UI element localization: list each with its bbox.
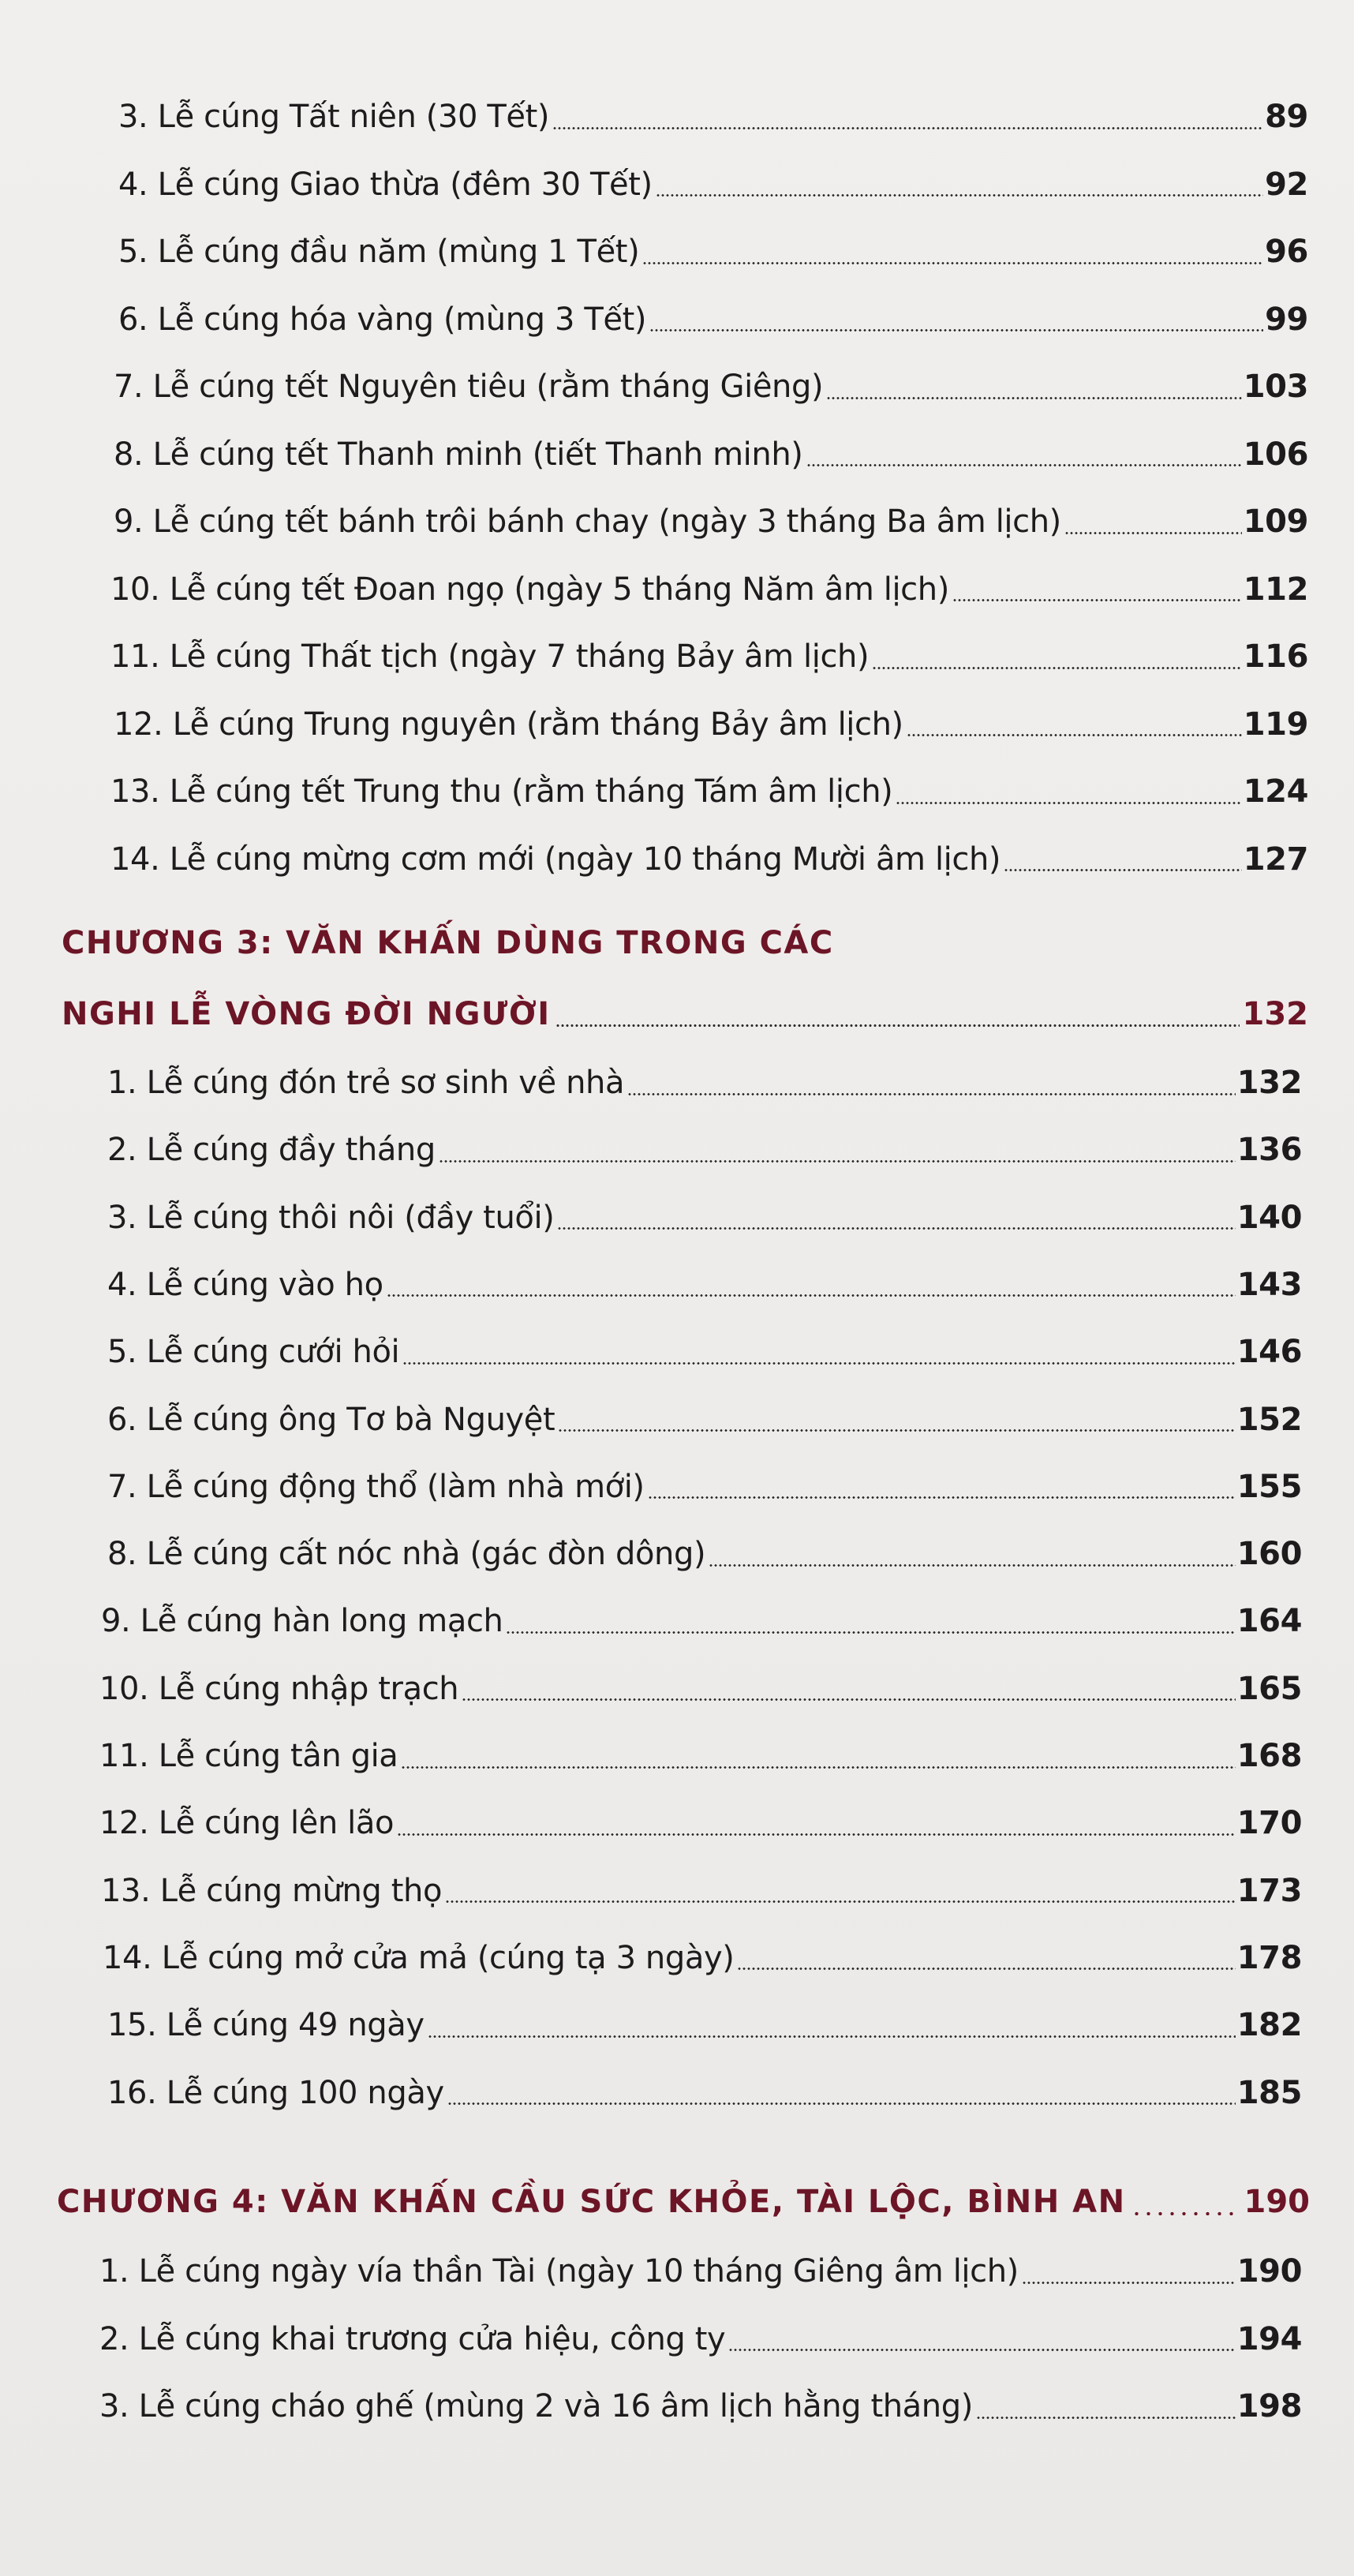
dot-leader (462, 1698, 1235, 1702)
toc-entry-page-number: 136 (1236, 1132, 1302, 1169)
toc-entry-page-number: 182 (1236, 2007, 1302, 2044)
toc-entry-page-number: 178 (1236, 1939, 1302, 1976)
dot-leader (428, 2035, 1236, 2039)
dot-leader (709, 1563, 1235, 1567)
toc-entry-label: 7. Lễ cúng tết Nguyên tiêu (rằm tháng Giêng) (114, 369, 824, 405)
toc-entry-label: 8. Lễ cúng tết Thanh minh (tiết Thanh minh) (114, 436, 803, 473)
toc-entry-page-number: 103 (1243, 369, 1308, 405)
dot-leader (952, 598, 1242, 602)
toc-entry-ch3-1 (107, 1059, 1302, 1106)
toc-entry-page-number: 140 (1236, 1199, 1302, 1236)
toc-entry-label: 12. Lễ cúng Trung nguyên (rằm tháng Bảy âm lịch) (114, 706, 903, 743)
toc-entry-page-number: 96 (1265, 234, 1308, 270)
toc-entry-label: 6. Lễ cúng ông Tơ bà Nguyệt (107, 1401, 555, 1438)
toc-entry-top-6 (114, 431, 1308, 478)
toc-entry-page-number: 146 (1236, 1334, 1302, 1371)
toc-entry-label: 11. Lễ cúng Thất tịch (ngày 7 tháng Bảy âm lịch) (110, 638, 870, 675)
dot-leader (397, 1833, 1236, 1837)
toc-entry-label: 13. Lễ cúng tết Trung thu (rằm tháng Tám âm lịch) (110, 773, 893, 810)
dot-leader (402, 1361, 1235, 1365)
toc-entry-page-number: 198 (1236, 2388, 1302, 2424)
toc-entry-page-number: 190 (1236, 2253, 1302, 2290)
dot-leader (648, 1496, 1236, 1500)
toc-entry-label: 14. Lễ cúng mở cửa mả (cúng tạ 3 ngày) (103, 1939, 735, 1976)
toc-entry-top-2 (118, 161, 1308, 208)
toc-entry-label: 5. Lễ cúng cưới hỏi (107, 1334, 400, 1371)
toc-entry-top-1 (118, 93, 1308, 140)
toc-entry-top-10 (114, 701, 1308, 748)
dot-leader (826, 396, 1242, 400)
toc-entry-ch4-3 (99, 2383, 1302, 2430)
toc-entry-page-number: 143 (1236, 1266, 1302, 1303)
toc-entry-ch4-1 (99, 2248, 1302, 2295)
toc-entry-label: 9. Lễ cúng hàn long mạch (101, 1603, 503, 1640)
toc-entry-label: 9. Lễ cúng tết bánh trôi bánh chay (ngày 3 tháng Ba âm lịch) (114, 504, 1061, 540)
toc-entry-top-4 (118, 296, 1308, 343)
toc-entry-ch3-14 (103, 1934, 1302, 1982)
toc-entry-ch3-2 (107, 1126, 1302, 1174)
dot-leader (976, 2416, 1236, 2420)
toc-entry-label: 16. Lễ cúng 100 ngày (107, 2074, 444, 2111)
dot-leader (1064, 531, 1242, 535)
toc-entry-label: 4. Lễ cúng Giao thừa (đêm 30 Tết) (118, 166, 653, 203)
toc-entry-label: 2. Lễ cúng khai trương cửa hiệu, công ty (99, 2320, 726, 2357)
dot-leader (649, 328, 1263, 332)
dot-leader (1131, 2211, 1241, 2215)
dot-leader (447, 2102, 1236, 2106)
toc-entry-page-number: 106 (1243, 436, 1308, 473)
toc-entry-ch3-9 (101, 1597, 1302, 1645)
toc-entry-ch4-2 (99, 2316, 1302, 2363)
dot-leader (401, 1765, 1235, 1769)
toc-entry-ch3-5 (107, 1328, 1302, 1376)
toc-entry-ch3-10 (99, 1665, 1302, 1713)
toc-entry-top-12 (110, 836, 1308, 883)
dot-leader (387, 1294, 1236, 1297)
toc-entry-page-number: 194 (1236, 2320, 1302, 2357)
toc-entry-page-number: 160 (1236, 1536, 1302, 1573)
toc-entry-ch3-16 (107, 2069, 1302, 2117)
chapter-3-title-line-2-row (62, 990, 1308, 1038)
toc-entry-top-7 (114, 498, 1308, 545)
toc-entry-label: 11. Lễ cúng tân gia (99, 1738, 398, 1774)
toc-entry-top-9 (110, 633, 1308, 680)
toc-entry-ch3-4 (107, 1261, 1302, 1309)
dot-leader (445, 1900, 1236, 1904)
toc-entry-label: 15. Lễ cúng 49 ngày (107, 2007, 425, 2044)
toc-entry-page-number: 124 (1243, 773, 1308, 810)
dot-leader (642, 261, 1263, 265)
toc-entry-label: 1. Lễ cúng đón trẻ sơ sinh về nhà (107, 1065, 625, 1101)
toc-entry-ch3-3 (107, 1194, 1302, 1241)
toc-entry-label: 1. Lễ cúng ngày vía thần Tài (ngày 10 tháng Giêng âm lịch) (99, 2253, 1019, 2290)
dot-leader (557, 1226, 1235, 1230)
dot-leader (1004, 868, 1242, 872)
toc-entry-page-number: 99 (1265, 301, 1308, 338)
toc-entry-top-5 (114, 363, 1308, 410)
dot-leader (728, 2348, 1235, 2352)
toc-entry-page-number: 132 (1236, 1065, 1302, 1101)
chapter-4-page-number: 190 (1244, 2184, 1310, 2220)
dot-leader (552, 126, 1263, 130)
toc-entry-page-number: 116 (1243, 638, 1308, 675)
dot-leader (439, 1159, 1236, 1163)
toc-entry-page-number: 112 (1243, 571, 1308, 608)
toc-entry-label: 10. Lễ cúng nhập trạch (99, 1670, 459, 1707)
chapter-3-title-line-1: CHƯƠNG 3: VĂN KHẤN DÙNG TRONG CÁC (62, 925, 834, 961)
chapter-4-title: CHƯƠNG 4: VĂN KHẤN CẦU SỨC KHỎE, TÀI LỘC, BÌNH AN (57, 2184, 1126, 2220)
toc-entry-page-number: 155 (1236, 1468, 1302, 1505)
chapter-3-page-number: 132 (1242, 996, 1308, 1032)
toc-entry-ch3-15 (107, 2001, 1302, 2049)
dot-leader (896, 801, 1241, 805)
dot-leader (656, 193, 1263, 197)
dot-leader (1022, 2281, 1236, 2285)
chapter-3-title-line-2: NGHI LỄ VÒNG ĐỜI NGƯỜI (62, 996, 551, 1032)
toc-entry-ch3-13 (101, 1867, 1302, 1915)
toc-entry-label: 5. Lễ cúng đầu năm (mùng 1 Tết) (118, 234, 640, 270)
toc-entry-page-number: 168 (1236, 1738, 1302, 1774)
toc-entry-page-number: 185 (1236, 2074, 1302, 2111)
toc-entry-page-number: 127 (1243, 841, 1308, 878)
toc-entry-page-number: 109 (1243, 504, 1308, 540)
dot-leader (506, 1631, 1235, 1634)
toc-entry-page-number: 170 (1236, 1805, 1302, 1842)
toc-entry-label: 8. Lễ cúng cất nóc nhà (gác đòn dông) (107, 1536, 706, 1573)
toc-entry-label: 3. Lễ cúng Tất niên (30 Tết) (118, 99, 550, 135)
dot-leader (558, 1428, 1235, 1432)
chapter-4-title-row (57, 2178, 1310, 2226)
toc-entry-top-3 (118, 228, 1308, 275)
toc-entry-label: 3. Lễ cúng cháo ghế (mùng 2 và 16 âm lịch hằng tháng) (99, 2388, 973, 2424)
dot-leader (555, 1024, 1240, 1028)
toc-entry-page-number: 89 (1265, 99, 1308, 135)
toc-entry-top-8 (110, 566, 1308, 613)
toc-entry-page-number: 164 (1236, 1603, 1302, 1640)
toc-entry-page-number: 119 (1243, 706, 1308, 743)
toc-entry-ch3-11 (99, 1732, 1302, 1780)
toc-entry-page-number: 173 (1236, 1872, 1302, 1909)
toc-entry-ch3-6 (107, 1396, 1302, 1443)
toc-entry-label: 3. Lễ cúng thôi nôi (đầy tuổi) (107, 1199, 555, 1236)
dot-leader (627, 1092, 1236, 1096)
toc-entry-ch3-12 (99, 1799, 1302, 1847)
toc-entry-page-number: 152 (1236, 1401, 1302, 1438)
dot-leader (806, 463, 1242, 467)
dot-leader (737, 1967, 1235, 1971)
dot-leader (872, 666, 1241, 670)
toc-entry-label: 14. Lễ cúng mừng cơm mới (ngày 10 tháng Mười âm lịch) (110, 841, 1001, 878)
toc-entry-label: 6. Lễ cúng hóa vàng (mùng 3 Tết) (118, 301, 647, 338)
toc-entry-label: 7. Lễ cúng động thổ (làm nhà mới) (107, 1468, 645, 1505)
toc-entry-ch3-8 (107, 1530, 1302, 1578)
toc-entry-top-11 (110, 768, 1308, 815)
toc-entry-label: 12. Lễ cúng lên lão (99, 1805, 395, 1842)
toc-entry-label: 13. Lễ cúng mừng thọ (101, 1872, 443, 1909)
toc-entry-label: 2. Lễ cúng đầy tháng (107, 1132, 436, 1169)
toc-entry-label: 10. Lễ cúng tết Đoan ngọ (ngày 5 tháng Năm âm lịch) (110, 571, 949, 608)
toc-entry-page-number: 92 (1265, 166, 1308, 203)
toc-entry-label: 4. Lễ cúng vào họ (107, 1266, 383, 1303)
toc-entry-page-number: 165 (1236, 1670, 1302, 1707)
dot-leader (907, 733, 1242, 737)
toc-entry-ch3-7 (107, 1463, 1302, 1511)
